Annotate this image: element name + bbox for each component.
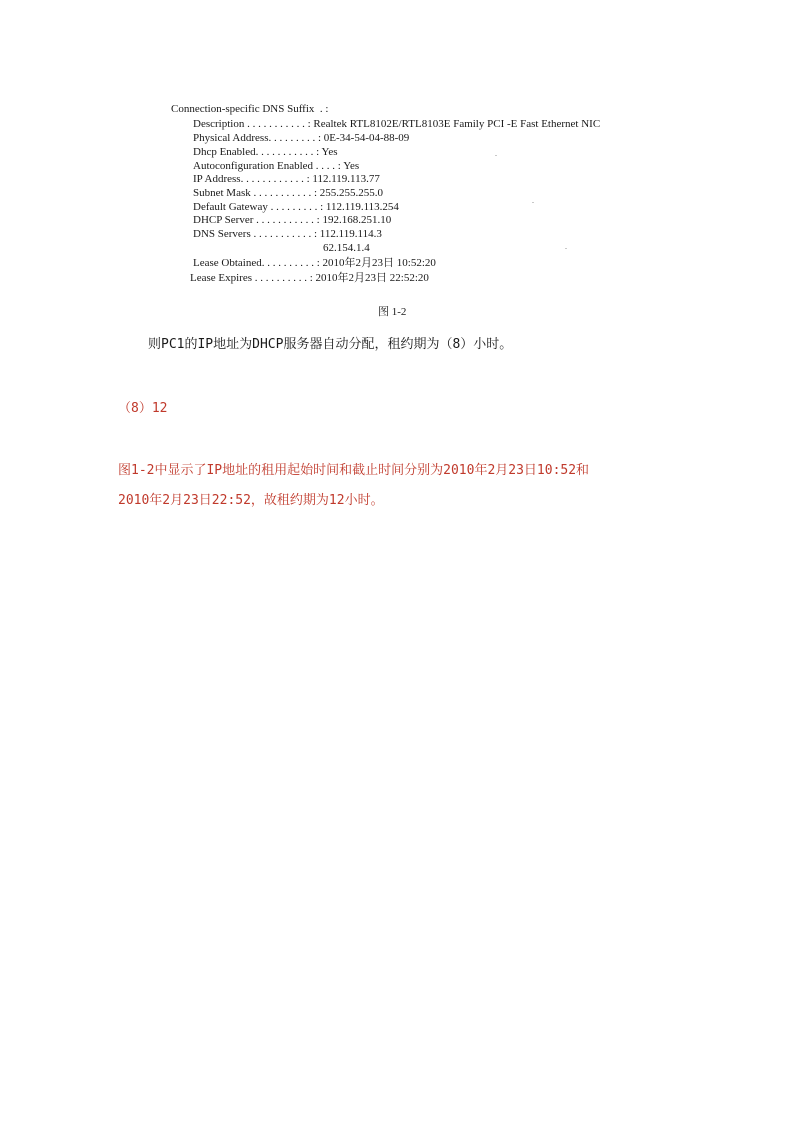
figure-line-ip-address: IP Address. . . . . . . . . . . . : 112.119.113.77 <box>193 173 380 185</box>
figure-line-default-gateway: Default Gateway . . . . . . . . . : 112.119.113.254 <box>193 201 399 213</box>
figure-line-lease-expires: Lease Expires . . . . . . . . . . : 2010年2月23日 22:52:20 <box>190 272 429 284</box>
question-text: 则PC1的IP地址为DHCP服务器自动分配，租约期为（8）小时。 <box>148 337 513 352</box>
figure-line-dhcp-server: DHCP Server . . . . . . . . . . . : 192.168.251.10 <box>193 214 392 226</box>
figure-line-description: Description . . . . . . . . . . . : Realtek RTL8102E/RTL8103E Family PCI -E Fast Ethernet NIC <box>193 118 601 130</box>
figure-line-dns-suffix: Connection-specific DNS Suffix . : <box>171 103 329 115</box>
figure-line-dns-secondary: 62.154.1.4 <box>323 242 370 254</box>
figure-line-autoconfig: Autoconfiguration Enabled . . . . : Yes <box>193 160 360 172</box>
figure-line-dhcp-enabled: Dhcp Enabled. . . . . . . . . . . : Yes <box>193 146 338 158</box>
explanation-line-1: 图1-2中显示了IP地址的租用起始时间和截止时间分别为2010年2月23日10:52和 <box>118 463 590 478</box>
scan-speck <box>565 248 567 249</box>
answer-text: （8）12 <box>118 401 168 416</box>
scan-speck <box>532 202 534 203</box>
figure-line-physical-address: Physical Address. . . . . . . . . : 0E-34-54-04-88-09 <box>193 132 410 144</box>
explanation-line-2: 2010年2月23日22:52，故租约期为12小时。 <box>118 493 384 508</box>
figure-line-lease-obtained: Lease Obtained. . . . . . . . . . : 2010年2月23日 10:52:20 <box>193 257 436 269</box>
scan-speck <box>495 155 497 156</box>
figure-line-dns-servers: DNS Servers . . . . . . . . . . . : 112.119.114.3 <box>193 228 382 240</box>
figure-caption: 图 1-2 <box>378 306 407 318</box>
ipconfig-figure <box>160 100 630 322</box>
figure-line-subnet-mask: Subnet Mask . . . . . . . . . . . : 255.255.255.0 <box>193 187 384 199</box>
